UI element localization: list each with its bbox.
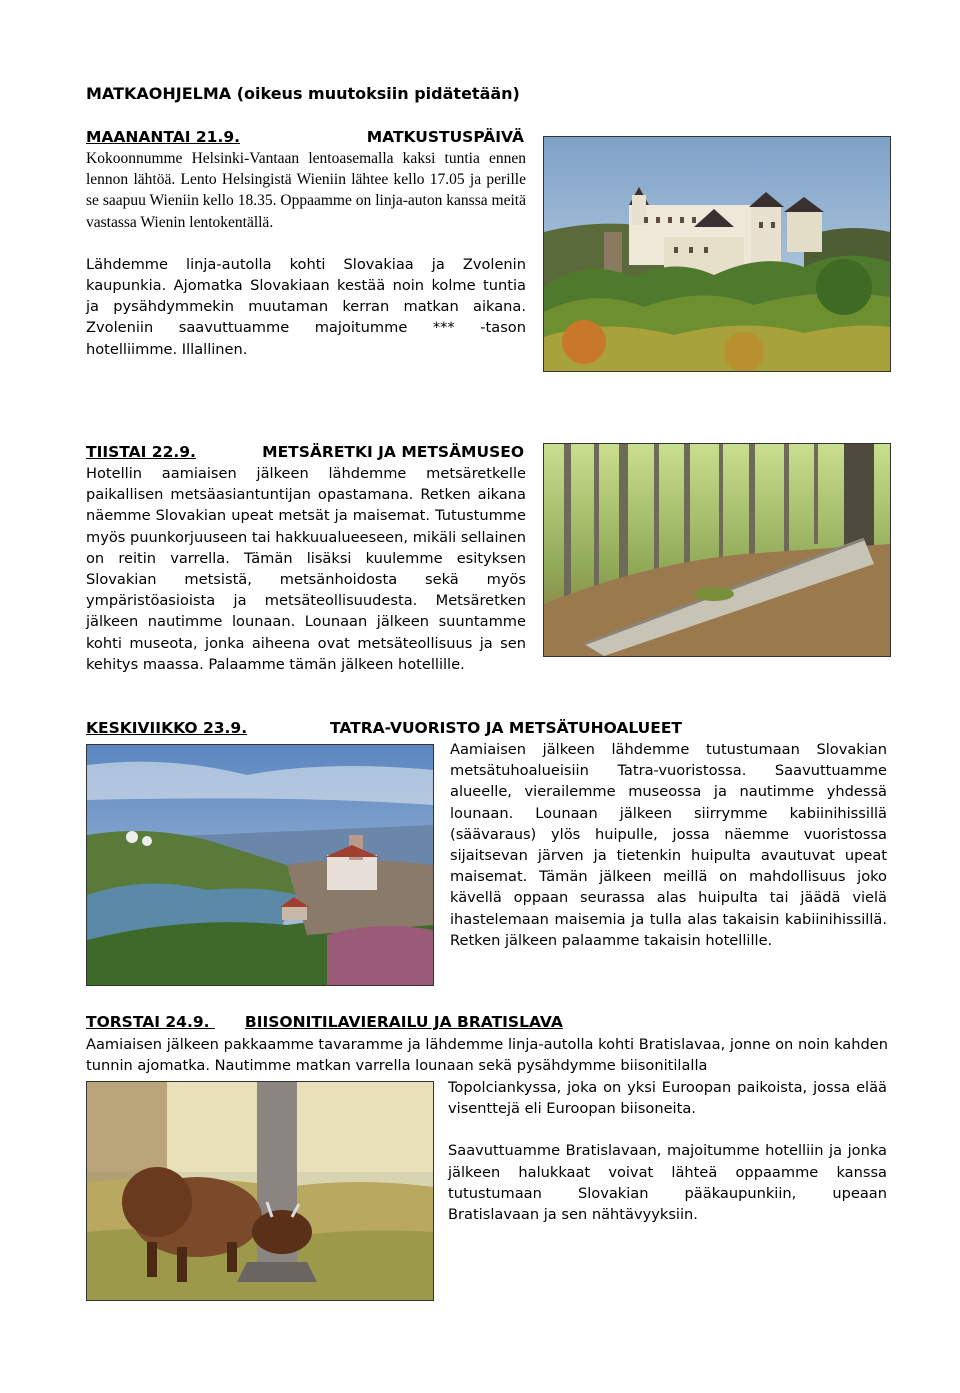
day-topic: MATKUSTUSPÄIVÄ	[366, 128, 524, 146]
document-title: MATKAOHJELMA (oikeus muutoksiin pidätetään)	[86, 84, 520, 103]
day-wednesday-text	[450, 739, 887, 951]
castle-photo	[543, 136, 891, 372]
forest-photo	[543, 443, 891, 657]
day-topic: METSÄRETKI JA METSÄMUSEO	[262, 443, 524, 461]
tatra-mountain-photo	[86, 744, 434, 986]
paragraph: Kokoonnumme Helsinki-Vantaan lentoasemalla kaksi tuntia ennen lennon lähtöä. Lento Helsingistä Wieniin lähtee kello 17.05 ja perille se saapuu Wieniin kello 18.35. Oppaamme on linja-auton kanssa meitä vastassa Wienin lentokentällä.	[86, 150, 526, 231]
paragraph: Aamiaisen jälkeen lähdemme tutustumaan Slovakian metsätuhoalueisiin Tatra-vuoristossa. Saavuttuamme alueelle, vierailemme museossa ja nautimme yhdessä lounaan. Lounaan jälkeen siirrymme kabiinihissillä (säävaraus) ylös huipulle, jossa näemme vuoristossa sijaitsevan järven ja tietenkin huipulta avautuvat upeat maisemat. Tämän jälkeen meillä on mahdollisuus joko kävellä oppaan seurassa alas huipulta tai jäädä vielä ihastelemaan maisemia ja tulla alas takaisin kabiinihissillä. Retken jälkeen palaamme takaisin hotellille.	[450, 741, 887, 949]
day-label: KESKIVIIKKO 23.9.	[86, 719, 248, 737]
day-thursday-heading	[86, 1013, 563, 1031]
day-tuesday-heading	[86, 443, 524, 461]
day-label: TORSTAI 24.9.	[86, 1013, 210, 1031]
day-wednesday-heading	[86, 719, 682, 737]
day-tuesday-text	[86, 463, 526, 675]
paragraph: Aamiaisen jälkeen pakkaamme tavaramme ja lähdemme linja-autolla kohti Bratislavaa, jonne on noin kahden tunnin ajomatka. Nautimme matkan varrella lounaan sekä pysähdymme biisonitilalla	[86, 1036, 888, 1075]
paragraph: Topolciankyssa, joka on yksi Euroopan paikoista, jossa elää visenttejä eli Euroopan biisoneita.	[448, 1079, 887, 1118]
day-label: MAANANTAI 21.9.	[86, 128, 241, 146]
paragraph: Lähdemme linja-autolla kohti Slovakiaa ja Zvolenin kaupunkia. Ajomatka Slovakiaan kestää noin kolme tuntia ja pysähdymmekin muutaman kerran matkan aikana. Zvoleniin saavuttuamme majoitumme *** -tason hotelliimme. Illallinen.	[86, 255, 526, 358]
day-monday-heading	[86, 128, 524, 146]
bison-photo	[86, 1081, 434, 1301]
day-thursday-text	[448, 1077, 887, 1225]
day-topic: TATRA-VUORISTO JA METSÄTUHOALUEET	[330, 719, 682, 737]
day-thursday-intro	[86, 1034, 888, 1076]
paragraph: Hotellin aamiaisen jälkeen lähdemme metsäretkelle paikallisen metsäasiantuntijan opastamana. Retken aikana näemme Slovakian upeat metsät ja maisemat. Tutustumme myös puunkorjuuseen tai hakkuualueeseen, mikäli sellainen on reitin varrella. Tämän lisäksi kuulemme esityksen Slovakian metsistä, metsänhoidosta sekä myös ympäristöasioista ja metsäteollisuudesta. Metsäretken jälkeen nautimme lounaan. Lounaan jälkeen suuntamme kohti museota, jonka aiheena ovat metsäteollisuus ja sen kehitys maassa. Palaamme tämän jälkeen hotellille.	[86, 465, 527, 673]
day-topic: BIISONITILAVIERAILU JA BRATISLAVA	[244, 1013, 563, 1031]
day-monday-text	[86, 148, 526, 360]
paragraph: Saavuttuamme Bratislavaan, majoitumme hotelliin ja jonka jälkeen halukkaat voivat lähteä oppaamme kanssa tutustumaan Slovakian pääkaupunkiin, upeaan Bratislavaan ja sen nähtävyyksiin.	[448, 1142, 887, 1224]
day-label: TIISTAI 22.9.	[86, 443, 196, 461]
